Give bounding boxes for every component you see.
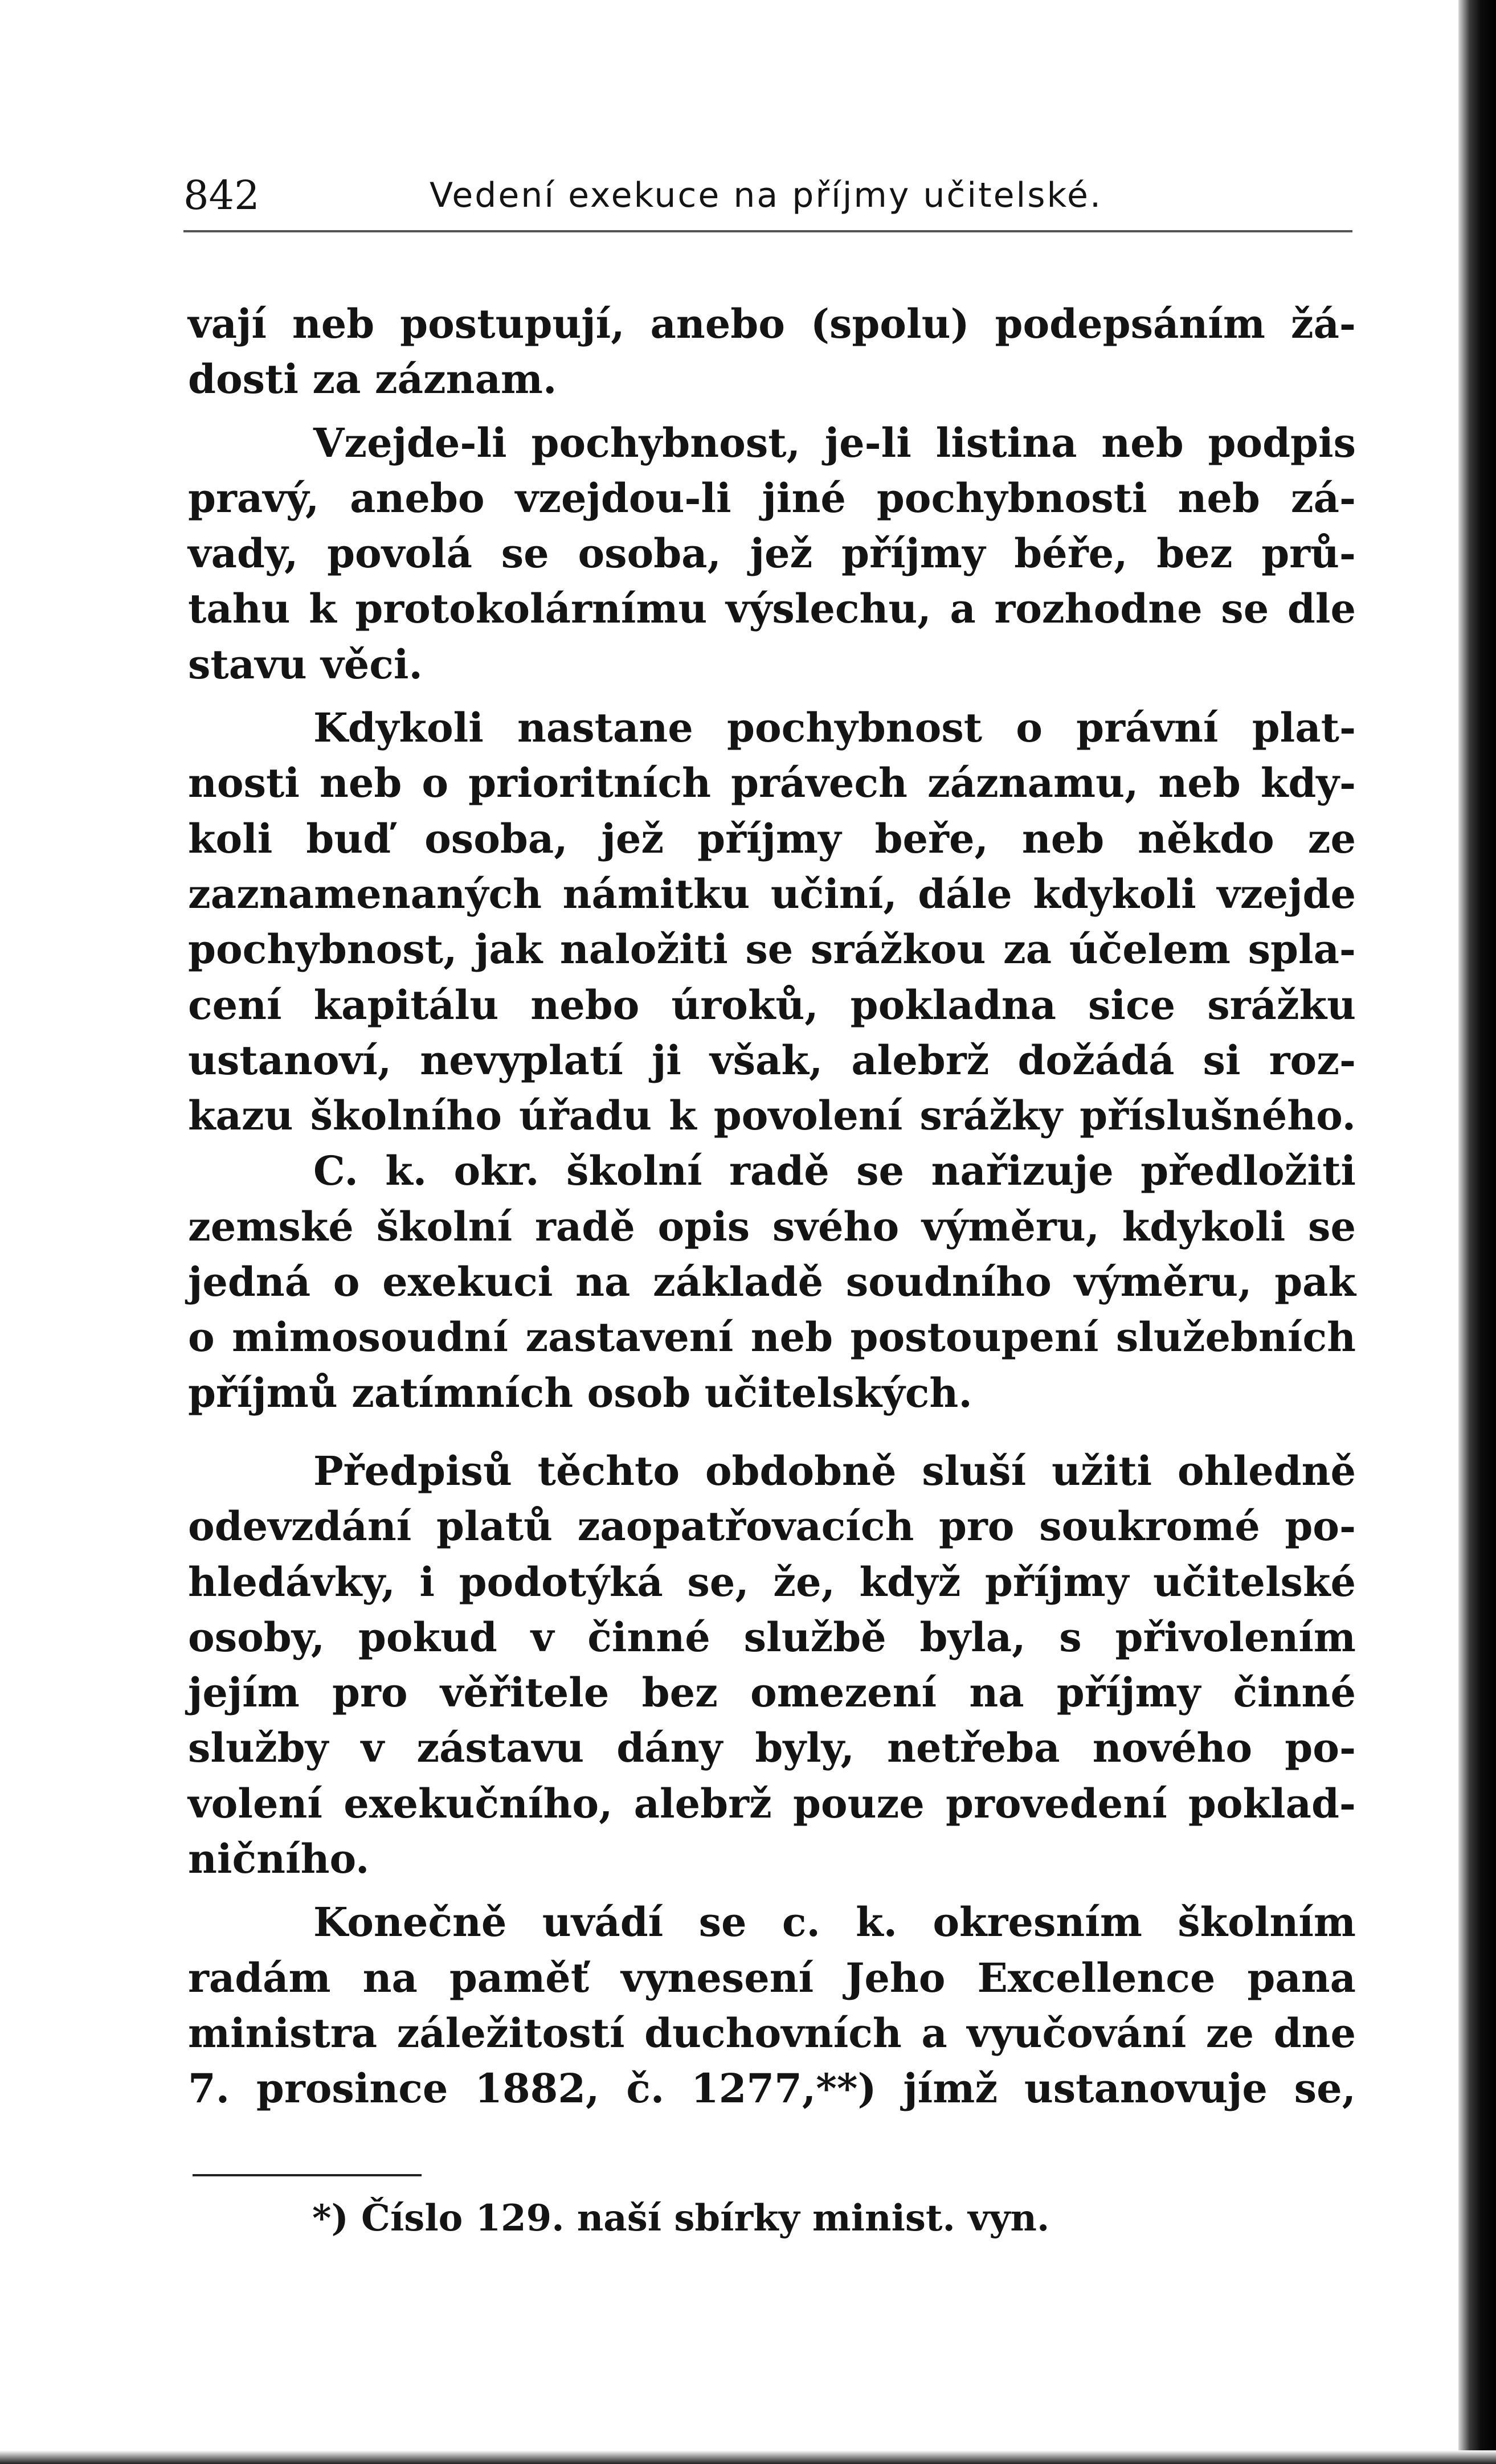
paragraph-3-line-2: nosti neb o prioritních právech záznamu, neb kdy- xyxy=(188,759,1356,807)
paragraph-3-line-4: zaznamenaných námitku učiní, dále kdykoli vzejde xyxy=(188,870,1356,918)
paragraph-5-line-5: jejím pro věřitele bez omezení na příjmy činné xyxy=(188,1669,1356,1717)
paragraph-3-line-5: pochybnost, jak naložiti se srážkou za účelem spla- xyxy=(188,926,1356,973)
paragraph-1-line-1: vají neb postupují, anebo (spolu) podepsáním žá- xyxy=(188,300,1356,347)
paragraph-2-line-1: Vzejde-li pochybnost, je-li listina neb podpis xyxy=(313,419,1356,466)
paragraph-3-line-6: cení kapitálu nebo úroků, pokladna sice srážku xyxy=(188,981,1356,1029)
paragraph-2-line-2: pravý, anebo vzejdou-li jiné pochybnosti neb zá- xyxy=(188,474,1356,522)
paragraph-6-line-4: 7. prosince 1882, č. 1277,**) jímž ustanovuje se, xyxy=(188,2065,1356,2113)
footnote: *) Číslo 129. naší sbírky minist. vyn. xyxy=(312,2197,1050,2240)
footnote-rule xyxy=(193,2174,422,2176)
paragraph-5-line-4: osoby, pokud v činné službě byla, s přivolením xyxy=(188,1613,1356,1661)
paragraph-6-line-3: ministra záležitostí duchovních a vyučování ze dne xyxy=(188,2009,1356,2057)
paragraph-3-line-8: kazu školního úřadu k povolení srážky příslušného. xyxy=(188,1092,1356,1140)
paragraph-5-line-6: služby v zástavu dány byly, netřeba nového po- xyxy=(188,1724,1356,1772)
paragraph-2-line-3: vady, povolá se osoba, jež příjmy béře, bez prů- xyxy=(188,530,1356,578)
paragraph-6-line-2: radám na paměť vynesení Jeho Excellence pana xyxy=(188,1954,1356,2002)
page-header xyxy=(183,170,1352,221)
page-number: 842 xyxy=(183,172,260,219)
bottom-edge xyxy=(0,2450,1496,2464)
header-rule xyxy=(183,230,1352,232)
paragraph-5-line-1: Předpisů těchto obdobně sluší užiti ohledně xyxy=(313,1447,1356,1495)
paragraph-4-line-3: jedná o exekuci na základě soudního výměru, pak xyxy=(188,1258,1356,1306)
paragraph-3-line-1: Kdykoli nastane pochybnost o právní plat- xyxy=(313,704,1356,752)
running-title: Vedení exekuce na příjmy učitelské. xyxy=(430,175,1103,215)
paragraph-4-line-5: příjmů zatímních osob učitelských. xyxy=(188,1369,972,1417)
paragraph-1-line-2: dosti za záznam. xyxy=(188,355,557,403)
binding-edge xyxy=(1458,0,1496,2464)
paragraph-3-line-7: ustanoví, nevyplatí ji však, alebrž dožádá si roz- xyxy=(188,1036,1356,1084)
body-text xyxy=(188,296,1356,2117)
paragraph-5-line-8: ničního. xyxy=(188,1835,370,1883)
paragraph-4-line-2: zemské školní radě opis svého výměru, kdykoli se xyxy=(188,1202,1356,1250)
paragraph-3-line-3: koli buď osoba, jež příjmy beře, neb někdo ze xyxy=(188,814,1356,862)
paragraph-5-line-2: odevzdání platů zaopatřovacích pro soukromé po- xyxy=(188,1503,1356,1550)
paragraph-4-line-4: o mimosoudní zastavení neb postoupení služebních xyxy=(188,1313,1356,1361)
paragraph-2-line-4: tahu k protokolárnímu výslechu, a rozhodne se dle xyxy=(188,585,1356,633)
paragraph-5-line-7: volení exekučního, alebrž pouze provedení poklad- xyxy=(188,1779,1356,1827)
paragraph-2-line-5: stavu věci. xyxy=(188,640,423,688)
paragraph-5-line-3: hledávky, i podotýká se, že, když příjmy učitelské xyxy=(188,1558,1356,1606)
paragraph-6-line-1: Konečně uvádí se c. k. okresním školním xyxy=(313,1898,1356,1946)
paragraph-4-line-1: C. k. okr. školní radě se nařizuje předložiti xyxy=(313,1147,1356,1195)
